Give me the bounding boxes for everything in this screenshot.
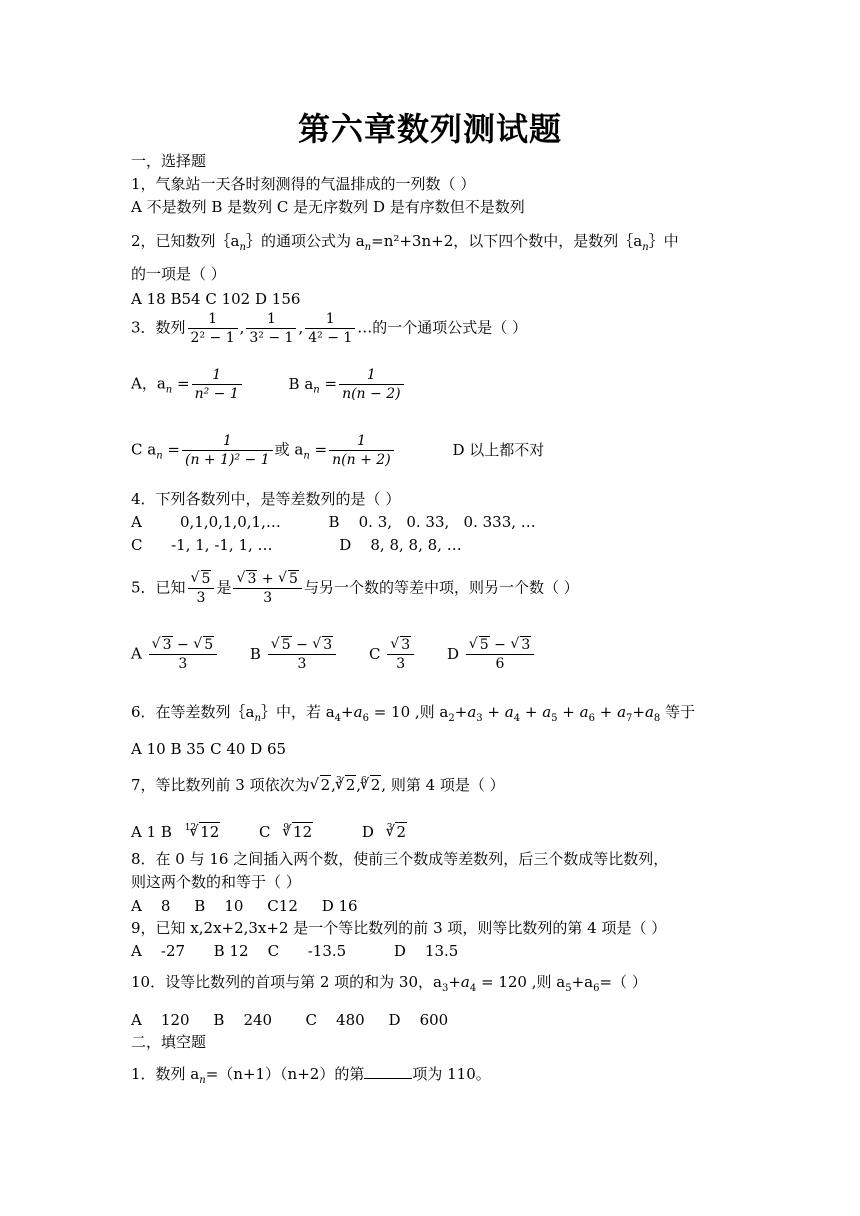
q3-option-b-fraction: $\frac{1}{n(n - 2)}$ (339, 366, 404, 403)
q5-options: A √ $\frac{3 - √ 5}{3}$ B √ $\frac{5 - √ 3}{3}$ C √ $\frac{3}{3}$ D √ $\frac{5 - √ 3}{6}$ (131, 636, 536, 673)
q2-options: A 18 B54 C 102 D 156 (131, 290, 301, 308)
q5-option-a: √ $\frac{3 - √ 5}{3}$ (149, 636, 217, 673)
q3-options-ab: A，$a_n$ = $\frac{1}{\text{n² − 1}}$ B $a_n$ = $\frac{1}{n(n - 2)}$ (131, 366, 406, 403)
section-choice: 一，选择题 (131, 152, 207, 170)
q4-options-row2: C -1, 1, -1, 1, … D 8, 8, 8, 8, … (131, 536, 462, 554)
q4-options-row1: A 0,1,0,1,0,1,… B 0. 3, 0. 33, 0. 333, … (131, 513, 536, 531)
q8-stem-line2: 则这两个数的和等于（ ） (131, 873, 301, 891)
q1-stem: 1，气象站一天各时刻测得的气温排成的一列数（ ） (131, 175, 476, 193)
section-fill: 二，填空题 (131, 1033, 207, 1051)
q2-stem-line2: 的一项是（ ） (131, 265, 226, 283)
q3-option-a-fraction: $\frac{1}{\text{n² − 1}}$ (192, 366, 242, 403)
q5-stem: 5．已知 √ $\frac{5}{3}$ 是 √ $\frac{3 + √ 5}{3}$ 与另一个数的等差中项，则另一个数（ ） (131, 570, 579, 607)
q3-fraction-3: $\frac{1}{\text{4² − 1}}$ (305, 310, 355, 347)
q5-option-c: √ $\frac{3}{3}$ (387, 636, 414, 673)
q9-options: A -27 B 12 C -13.5 D 13.5 (131, 942, 459, 960)
q9-stem: 9，已知 x,2x+2,3x+2 是一个等比数列的前 3 项，则等比数列的第 4 项是（ ） (131, 919, 667, 937)
q3-fraction-1: $\frac{1}{\text{2² − 1}}$ (188, 310, 238, 347)
q3-option-c-fraction: $\frac{1}{\text{(n + 1)² − 1}}$ (182, 432, 273, 469)
q7-stem: 7，等比数列前 3 项依次为√ 2,$^3$√ 2,$^6$√ 2, 则第 4 项是（ ） (131, 771, 505, 795)
q5-option-d: √ $\frac{5 - √ 3}{6}$ (466, 636, 534, 673)
q2-stem: 2，已知数列$\{a_n\}$的通项公式为 $a_n=n^2+3n+2$，以下四个数中，是数列$\{a_n\}$中 (131, 232, 679, 253)
q10-options: A 120 B 240 C 480 D 600 (131, 1011, 449, 1029)
q5-option-b: √ $\frac{5 - √ 3}{3}$ (268, 636, 336, 673)
q10-stem: 10．设等比数列的首项与第 2 项的和为 30，$a_3+a_4 = 120$ ,则 $a_5+a_6=$（ ） (131, 973, 647, 994)
fill1-answer-blank[interactable] (364, 1078, 412, 1079)
q3-fraction-2: $\frac{1}{\text{3² − 1}}$ (246, 310, 296, 347)
q6-stem: 6．在等差数列$\{a_n\}$中，若 $a_4+a_6 = 10$ ,则 $a_2+a_3 + a_4 + a_5 + a_6 + a_7+a_8$ 等于 (131, 703, 696, 724)
q8-options: A 8 B 10 C12 D 16 (131, 897, 358, 915)
q3-option-c-fraction-2: $\frac{1}{n(n + 2)}$ (329, 432, 394, 469)
q6-options: A 10 B 35 C 40 D 65 (131, 740, 287, 758)
q3-options-cd: C $a_n$ = $\frac{1}{\text{(n + 1)² − 1}}$ 或 $a_n$ = $\frac{1}{n(n + 2)}$ D 以上都不对 (131, 433, 545, 468)
q5-fraction-given: √ $\frac{5}{3}$ (188, 570, 215, 607)
q8-stem-line1: 8．在 0 与 16 之间插入两个数，使前三个数成等差数列，后三个数成等比数列， (131, 850, 669, 868)
page-title: 第六章数列测试题 (297, 110, 562, 148)
q7-options: A 1 B $^{12}$√ 12 C $^9$√ 12 D $^3$√ 2 (131, 818, 407, 842)
q1-options: A 不是数列 B 是数列 C 是无序数列 D 是有序数但不是数列 (131, 198, 525, 216)
q3-stem: 3．数列 $\frac{1}{\text{2² − 1}}$ , $\frac{1}{\text{3² − 1}}$ , $\frac{1}{\text{4² − 1}}$ …的一个通项公式是（ ） (131, 311, 528, 346)
q4-stem: 4．下列各数列中，是等差数列的是（ ） (131, 490, 401, 508)
fill1-stem: 1．数列 $a_n=(n+1)(n+2)$的第 项为 110。 (131, 1065, 491, 1086)
q5-fraction-middle: √ $\frac{3 + √ 5}{3}$ (233, 570, 301, 607)
